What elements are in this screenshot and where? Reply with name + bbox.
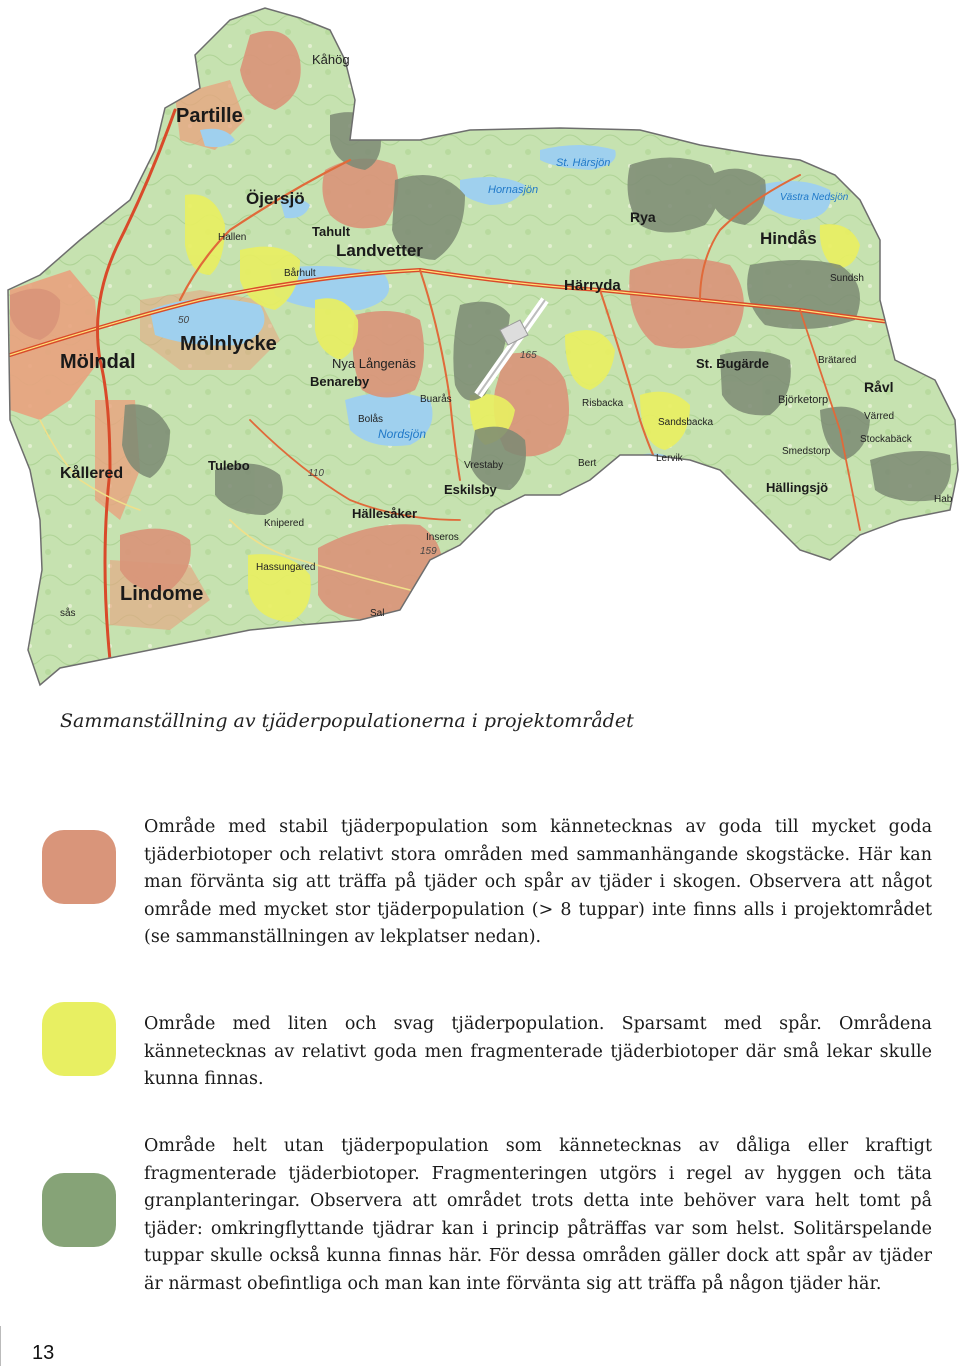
legend-item-weak bbox=[0, 1011, 960, 1091]
label-bert: Bert bbox=[578, 458, 597, 469]
label-st-harsjon: St. Härsjön bbox=[556, 157, 611, 169]
label-harryda: Härryda bbox=[564, 277, 621, 294]
label-stockabacke: Stockabäck bbox=[860, 434, 912, 445]
road-number-159: 159 bbox=[420, 546, 437, 557]
label-hindas: Hindås bbox=[760, 229, 817, 248]
label-sundsh: Sundsh bbox=[830, 273, 864, 284]
label-molnlycke: Mölnlycke bbox=[180, 333, 277, 355]
road-number-50: 50 bbox=[178, 315, 190, 326]
no-population-description: Område helt utan tjäderpopulation som kännetecknas av dåliga eller kraftigt fragmenterade tjäderbiotoper. Fragmenteringen utgörs i regel av hyggen och täta granplanteringar. Observera att området trots detta inte behöver vara helt tomt på tjäder: omkringflyttande tjädrar kan i princip påträffas var som helst. Solitärspelande tuppar skulle också kunna finnas här. För dessa områden gäller dock att spår av tjäder är närmast obefintliga och man kan inte förvänta sig att träffa på någon tjäder här. bbox=[144, 1136, 932, 1294]
label-lervik: Lervik bbox=[656, 453, 683, 464]
road-number-165: 165 bbox=[520, 350, 537, 361]
label-barhult: Bårhult bbox=[284, 268, 316, 279]
legend-item-stable bbox=[0, 814, 960, 954]
label-hornasjon: Hornasjön bbox=[488, 184, 539, 196]
label-hallingsjo: Hällingsjö bbox=[766, 480, 829, 495]
label-tahult: Tahult bbox=[312, 224, 351, 239]
label-inseros: Inseros bbox=[426, 532, 459, 543]
label-hab: Hab bbox=[934, 494, 953, 505]
label-bolas: Bolås bbox=[358, 414, 384, 425]
label-ravl: Råvl bbox=[864, 379, 894, 395]
road-number-110: 110 bbox=[308, 468, 324, 479]
label-bjorketorp: Björketorp bbox=[778, 394, 829, 406]
label-bratared: Brätared bbox=[818, 355, 857, 366]
label-hassungared: Hassungared bbox=[256, 562, 316, 573]
label-nordsjon: Nordsjön bbox=[378, 427, 427, 441]
label-rya: Rya bbox=[630, 209, 656, 225]
label-hallen: Hallen bbox=[218, 232, 247, 243]
map-caption: Sammanställning av tjäderpopulationerna i projektområdet bbox=[60, 710, 634, 732]
label-benareby: Benareby bbox=[310, 374, 370, 389]
label-hallesaker: Hällesåker bbox=[352, 506, 418, 521]
label-vastra-nedsjon: Västra Nedsjön bbox=[780, 192, 849, 203]
legend-item-none bbox=[0, 1133, 960, 1303]
label-partille: Partille bbox=[176, 105, 243, 127]
label-molndal: Mölndal bbox=[60, 351, 136, 373]
label-risbacka: Risbacka bbox=[582, 398, 624, 409]
weak-population-description: Område med liten och svag tjäderpopulation. Sparsamt med spår. Områdena kännetecknas av relativt goda men fragmenterade tjäderbiotoper där små lekar skulle kunna finnas. bbox=[144, 1014, 932, 1089]
stable-population-swatch bbox=[42, 830, 116, 904]
label-lindome: Lindome bbox=[120, 583, 204, 605]
label-eskilsby: Eskilsby bbox=[444, 482, 497, 497]
label-ojersjo: Öjersjö bbox=[246, 189, 305, 208]
label-kallered: Kållered bbox=[60, 465, 124, 482]
label-kahog: Kåhög bbox=[312, 52, 350, 67]
label-sas: sås bbox=[60, 608, 76, 619]
page-number: 13 bbox=[32, 1342, 55, 1364]
label-st-bugarde: St. Bugärde bbox=[696, 356, 769, 371]
label-vrestaby: Vrestaby bbox=[464, 460, 504, 471]
no-population-swatch bbox=[42, 1173, 116, 1247]
stable-population-description: Område med stabil tjäderpopulation som kännetecknas av goda till mycket goda tjäderbiotoper och relativt stora områden med sammanhängande skogstäcke. Här kan man förvänta sig att träffa på tjäder och spår av tjäder i skogen. Observera att något område med mycket stor tjäderpopulation (> 8 tuppar) inte finns alls i projektområdet (se sammanställningen av lekplatser nedan). bbox=[144, 817, 932, 947]
label-tulebo: Tulebo bbox=[208, 458, 250, 473]
page-edge-rule bbox=[0, 1326, 1, 1366]
label-sandsbacka: Sandsbacka bbox=[658, 417, 714, 428]
label-buaras: Buarås bbox=[420, 394, 452, 405]
label-sal: Sal bbox=[370, 608, 385, 619]
label-knipered: Knipered bbox=[264, 518, 305, 529]
weak-population-swatch bbox=[42, 1002, 116, 1076]
label-landvetter: Landvetter bbox=[336, 241, 423, 260]
label-nya-langenas: Nya Långenäs bbox=[332, 356, 416, 371]
label-smedstorp: Smedstorp bbox=[782, 446, 831, 457]
label-varred: Värred bbox=[864, 411, 895, 422]
